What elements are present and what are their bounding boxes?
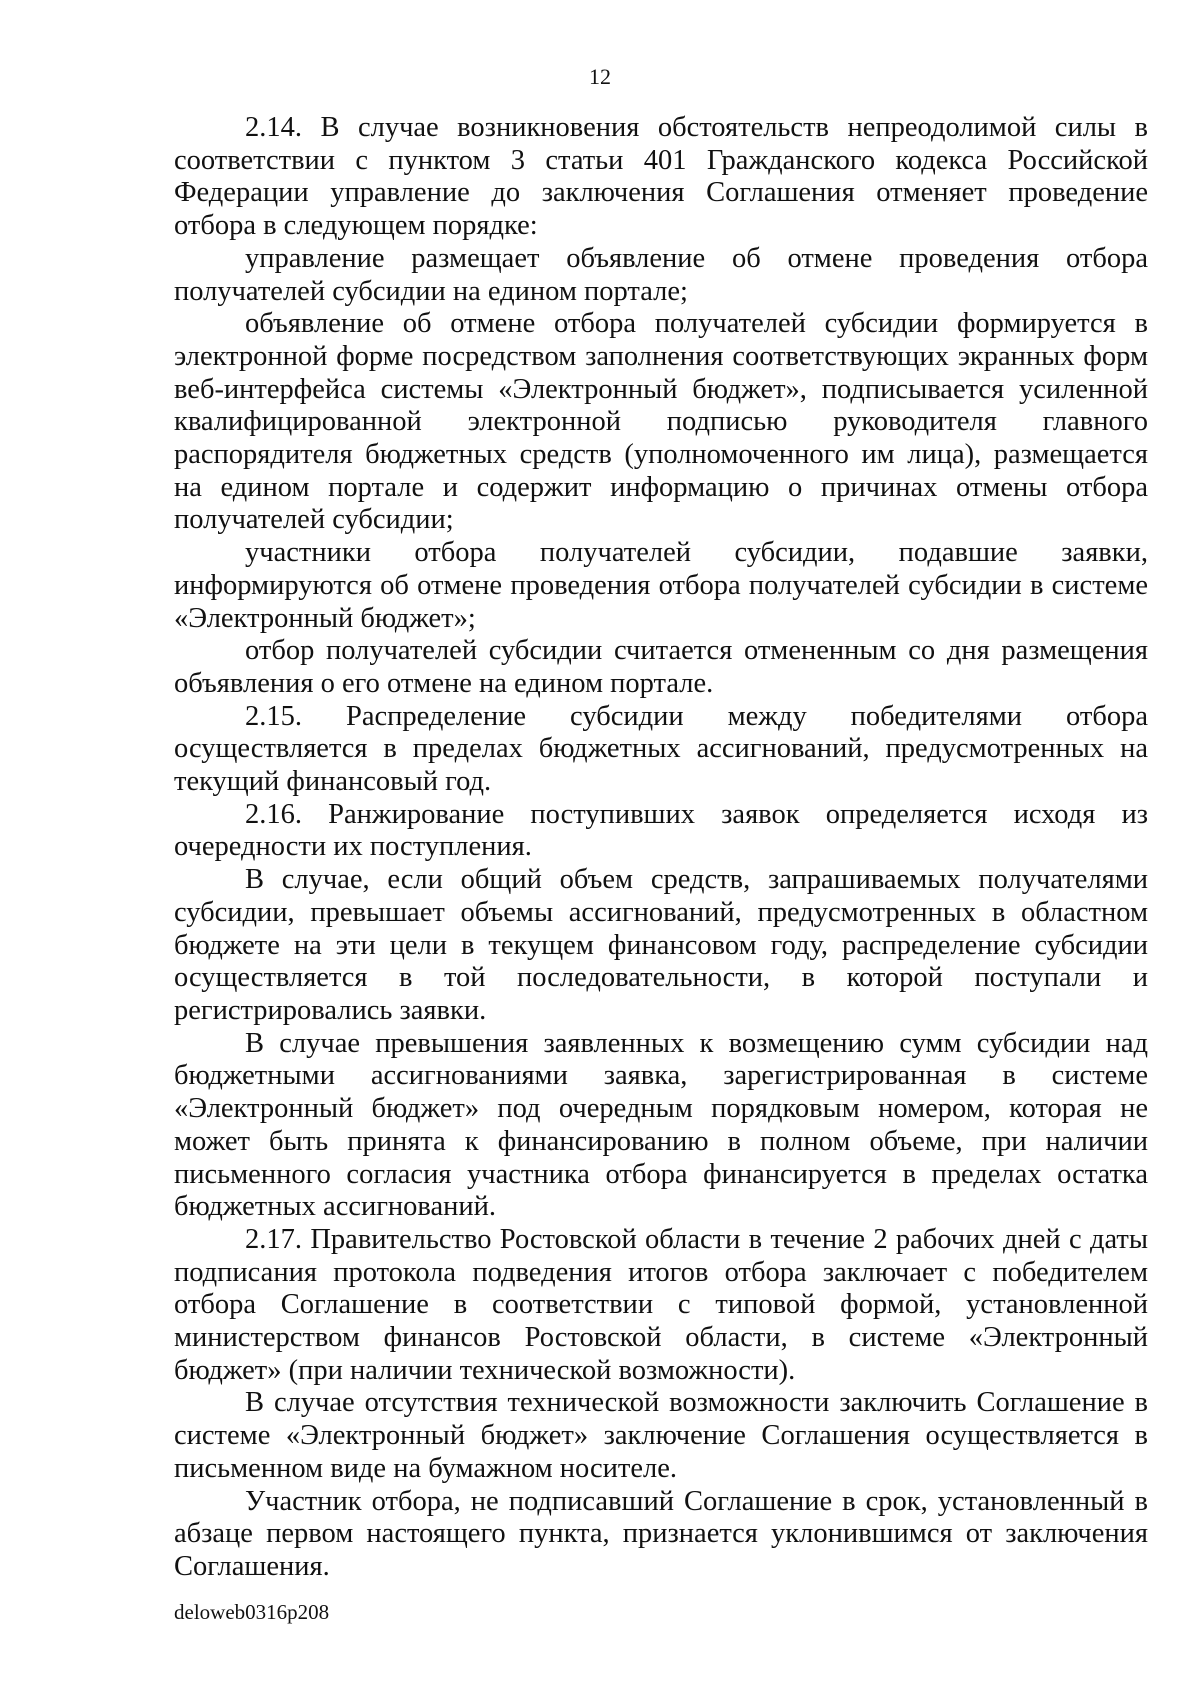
paragraph-2-17: 2.17. Правительство Ростовской области в течение 2 рабочих дней с даты подписания протокола подведения итогов отбора заключает с победителем отбора Соглашение в соответствии с типовой формой, установленной министерством финансов Ростовской области, в системе «Электронный бюджет» (при наличии технической возможности).	[174, 1223, 1148, 1386]
page-number: 12	[589, 64, 611, 89]
paragraph-partial-funding: В случае превышения заявленных к возмещению сумм субсидии над бюджетными ассигнованиями заявка, зарегистрированная в системе «Электронный бюджет» под очередным порядковым номером, которая не может быть принята к финансированию в полном объеме, при наличии письменного согласия участника отбора финансируется в пределах остатка бюджетных ассигнований.	[174, 1027, 1148, 1223]
paragraph-evasion: Участник отбора, не подписавший Соглашение в срок, установленный в абзаце первом настоящего пункта, признается уклонившимся от заключения Соглашения.	[174, 1485, 1148, 1582]
document-body	[174, 112, 1148, 1584]
document-code: deloweb0316p208	[174, 1600, 330, 1624]
paragraph-paper-agreement: В случае отсутствия технической возможности заключить Соглашение в системе «Электронный бюджет» заключение Соглашения осуществляется в письменном виде на бумажном носителе.	[174, 1387, 1148, 1484]
paragraph-2-15: 2.15. Распределение субсидии между победителями отбора осуществляется в пределах бюджетных ассигнований, предусмотренных на текущий финансовый год.	[174, 700, 1148, 798]
paragraph-announcement-placement: управление размещает объявление об отмене проведения отбора получателей субсидии на едином портале;	[174, 242, 1148, 307]
paragraph-2-14: 2.14. В случае возникновения обстоятельств непреодолимой силы в соответствии с пунктом 3 статьи 401 Гражданского кодекса Российской Федерации управление до заключения Соглашения отменяет проведение отбора в следующем порядке:	[174, 112, 1148, 242]
paragraph-2-16: 2.16. Ранжирование поступивших заявок определяется исходя из очередности их поступления.	[174, 798, 1148, 863]
paragraph-funds-exceed: В случае, если общий объем средств, запрашиваемых получателями субсидии, превышает объемы ассигнований, предусмотренных в областном бюджете на эти цели в текущем финансовом году, распределение субсидии осуществляется в той последовательности, в которой поступали и регистрировались заявки.	[174, 864, 1148, 1026]
paragraph-participants-notified: участники отбора получателей субсидии, подавшие заявки, информируются об отмене проведения отбора получателей субсидии в системе «Электронный бюджет»;	[174, 537, 1148, 634]
paragraph-selection-cancelled: отбор получателей субсидии считается отмененным со дня размещения объявления о его отмене на едином портале.	[174, 635, 1148, 699]
paragraph-announcement-form: объявление об отмене отбора получателей субсидии формируется в электронной форме посредством заполнения соответствующих экранных форм веб-интерфейса системы «Электронный бюджет», подписывается усиленной квалифицированной электронной подписью руководителя главного распорядителя бюджетных средств (уполномоченного им лица), размещается на едином портале и содержит информацию о причинах отмены отбора получателей субсидии;	[174, 308, 1148, 536]
